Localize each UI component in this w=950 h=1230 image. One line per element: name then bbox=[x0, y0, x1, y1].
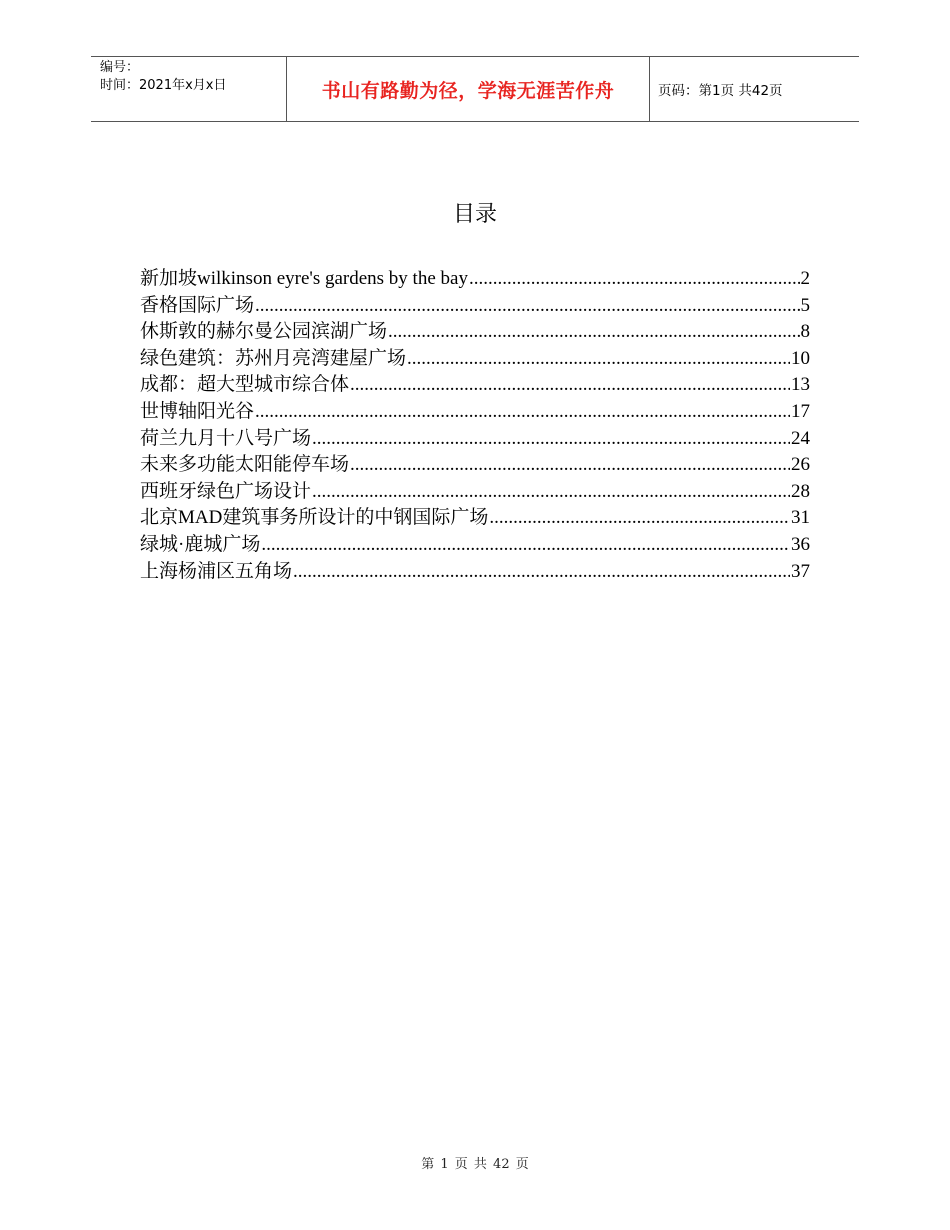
toc-entry-page-number: 17 bbox=[791, 400, 810, 422]
toc-entry-label: 荷兰九月十八号广场 bbox=[140, 427, 312, 449]
toc-entry[interactable] bbox=[140, 426, 810, 453]
toc-entry-page-number: 31 bbox=[791, 507, 810, 529]
toc-dot-leader bbox=[469, 266, 800, 293]
toc-entry[interactable] bbox=[140, 293, 810, 320]
toc-entry-label: 休斯敦的赫尔曼公园滨湖广场 bbox=[140, 321, 388, 343]
toc-entry-page-number: 37 bbox=[791, 560, 810, 582]
toc-entry-page-number: 24 bbox=[791, 427, 810, 449]
toc-entry[interactable] bbox=[140, 346, 810, 373]
toc-entry[interactable] bbox=[140, 319, 810, 346]
header-motto-cell bbox=[286, 57, 650, 121]
toc-entry-label: 北京MAD建筑事务所设计的中钢国际广场 bbox=[140, 507, 489, 529]
toc-dot-leader bbox=[312, 426, 790, 453]
toc-entry-label: 香格国际广场 bbox=[140, 294, 255, 316]
toc-entry[interactable] bbox=[140, 399, 810, 426]
toc-entry-page-number: 28 bbox=[791, 480, 810, 502]
toc-entry-label: 新加坡wilkinson eyre's gardens by the bay bbox=[140, 268, 468, 289]
page-header bbox=[91, 56, 859, 122]
toc-title: 目录 bbox=[452, 202, 497, 227]
toc-entry[interactable] bbox=[140, 372, 810, 399]
toc-entry[interactable] bbox=[140, 532, 810, 559]
toc-entry-label: 成都：超大型城市综合体 bbox=[140, 374, 350, 396]
toc-dot-leader bbox=[407, 346, 790, 373]
document-time-label: 时间：2021年x月x日 bbox=[100, 78, 227, 93]
toc-entry-label: 绿色建筑：苏州月亮湾建屋广场 bbox=[140, 347, 407, 369]
toc-dot-leader bbox=[293, 559, 790, 586]
header-meta-cell bbox=[91, 57, 286, 121]
toc-dot-leader bbox=[350, 452, 790, 479]
toc-entry-page-number: 2 bbox=[800, 268, 810, 289]
page-footer: 第 1 页 共 42 页 bbox=[421, 1157, 529, 1172]
toc-entry[interactable] bbox=[140, 452, 810, 479]
toc-entry-label: 未来多功能太阳能停车场 bbox=[140, 454, 350, 476]
document-number-label: 编号： bbox=[100, 60, 140, 75]
header-page-cell bbox=[650, 57, 859, 121]
toc-entry[interactable] bbox=[140, 505, 810, 532]
toc-entry-page-number: 10 bbox=[791, 347, 810, 369]
toc-entry[interactable] bbox=[140, 266, 810, 293]
toc-entry-page-number: 8 bbox=[800, 321, 810, 343]
table-of-contents bbox=[140, 266, 810, 585]
toc-entry-page-number: 26 bbox=[791, 454, 810, 476]
toc-dot-leader bbox=[255, 293, 799, 320]
toc-entry-page-number: 36 bbox=[791, 533, 810, 555]
toc-entry-label: 西班牙绿色广场设计 bbox=[140, 480, 312, 502]
toc-entry[interactable] bbox=[140, 559, 810, 586]
header-page-info: 页码：第1页 共42页 bbox=[658, 83, 783, 99]
toc-entry-label: 上海杨浦区五角场 bbox=[140, 560, 293, 582]
toc-entry-page-number: 5 bbox=[800, 294, 810, 316]
toc-entry-label: 绿城·鹿城广场 bbox=[140, 533, 261, 555]
toc-dot-leader bbox=[489, 505, 790, 532]
toc-entry-label: 世博轴阳光谷 bbox=[140, 400, 255, 422]
toc-dot-leader bbox=[350, 372, 790, 399]
toc-dot-leader bbox=[312, 479, 790, 506]
toc-dot-leader bbox=[388, 319, 799, 346]
toc-dot-leader bbox=[261, 532, 790, 559]
header-motto: 书山有路勤为径，学海无涯苦作舟 bbox=[321, 79, 615, 102]
toc-entry-page-number: 13 bbox=[791, 374, 810, 396]
toc-entry[interactable] bbox=[140, 479, 810, 506]
toc-dot-leader bbox=[255, 399, 790, 426]
